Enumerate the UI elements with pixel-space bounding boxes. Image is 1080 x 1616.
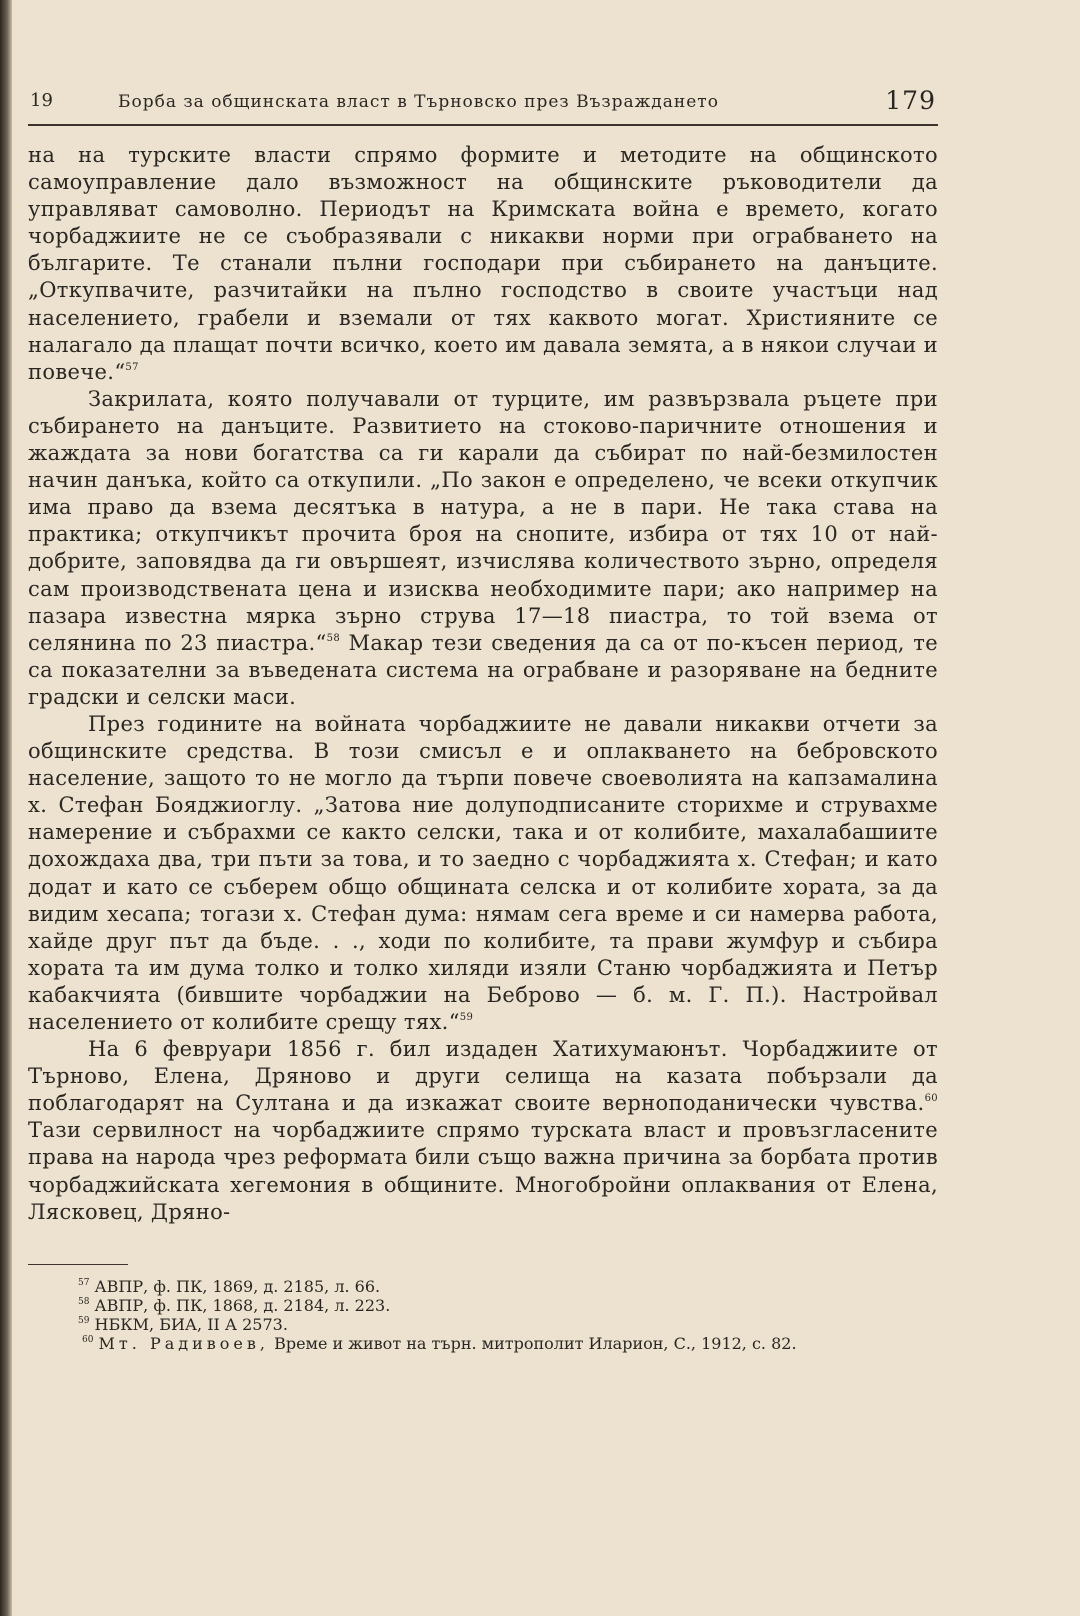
footnote-60: [28, 1334, 938, 1353]
book-page: [28, 80, 938, 1353]
footnote-58: [28, 1296, 938, 1315]
paragraph-text: Закрилата, която получавали от турците, им развързвала ръцете при събирането на данъците. Развитието на стоково-паричните отношения и жаждата за нови богатства са ги карали да събират по най-безмилостен начин данъка, който са откупили. „По закон е определено, че всеки откупчик има право да взема десятъка в натура, а не в пари. Не така става на практика; откупчикът прочита броя на снопите, избира от тях 10 от най-добрите, заповядва да ги овършеят, изчислява количеството зърно, определя сам производствената цена и изисква необходимите пари; ако например на пазара известна мярка зърно струва 17—18 пиастра, то той взема от селянина по 23 пиастра.“: [28, 386, 938, 655]
paragraph-text: През годините на войната чорбаджиите не давали никакви отчети за общинските средства. В този смисъл е и оплакването на бебровското население, защото то не могло да търпи повече своеволията на капзамалина х. Стефан Бояджиоглу. „Затова ние долуподписаните сторихме и струвахме намерение и събрахми се както селски, така и от колибите, махалабашиите дохождаха два, три пъти за това, и то заедно с чорбаджията х. Стефан; и като додат и като се съберем общо общината селска и от колибите хората, за да видим хесапа; тогази х. Стефан дума: нямам сега време и си намерва работа, хайде друг път да бъде. . ., ходи по колибите, та прави жумфур и събира хората та им дума толко и толко хиляди изяли Станю чорбаджията и Петър кабакчията (бившите чорбаджии на Беброво — б. м. Г. П.). Настройвал населението от колибите срещу тях.“: [28, 711, 938, 1034]
paragraph-text: Макар тези сведения да са от по-късен период, те са показателни за въведената система на ограбване и разоряване на бедните градски и селски маси.: [28, 630, 938, 709]
footnote-ref-60[interactable]: 60: [924, 1093, 938, 1105]
footnote-ref-58[interactable]: 58: [326, 632, 341, 644]
paragraph-text: Тази сервилност на чорбаджиите спрямо турската власт и провъзгласените права на народа чрез реформата били също важна причина за борбата против чорбаджийската хегемония в общините. Многобройни оплаквания от Елена, Лясковец, Дряно-: [28, 1118, 938, 1224]
paragraph-1: [28, 142, 938, 386]
footnote-number: 57: [78, 1277, 90, 1288]
paragraph-3: [28, 711, 938, 1036]
paragraph-text: на на турските власти спрямо формите и методите на общинското самоуправление дало възможност на общинските ръководители да управляват самоволно. Периодът на Кримската война е времето, когато чорбаджиите не се съобразявали с никакви норми при ограбването на българите. Те станали пълни господари при събирането на данъците. „Откупвачите, разчитайки на пълно господство в своите участъци над населението, грабели и вземали от тях каквото могат. Християните се налагало да плащат почти всичко, което им давала земята, а в някои случаи и повече.“: [28, 143, 938, 384]
body-text: [28, 142, 938, 1226]
footnote-text: АВПР, ф. ПК, 1869, д. 2185, л. 66.: [94, 1276, 381, 1296]
footnote-text: НБКМ, БИА, II А 2573.: [94, 1314, 288, 1334]
footnote-text: Време и живот на търн. митрополит Иларион, С., 1912, с. 82.: [268, 1333, 797, 1353]
footnote-59: [28, 1315, 938, 1334]
footnote-number: 59: [78, 1315, 90, 1326]
paragraph-2: [28, 386, 938, 711]
footnote-57: [28, 1277, 938, 1296]
footnote-text: АВПР, ф. ПК, 1868, д. 2184, л. 223.: [94, 1295, 391, 1315]
footnote-author: Мт. Радивоев,: [98, 1333, 269, 1353]
paragraph-text: На 6 февруари 1856 г. бил издаден Хатихумаюнът. Чорбаджиите от Търново, Елена, Дряново и други селища на казата побързали да поблагодарят на Султана и да изкажат своите верноподанически чувства.: [28, 1037, 938, 1116]
footnote-number: 60: [82, 1334, 94, 1345]
footnote-divider: [28, 1264, 128, 1265]
chapter-number: 19: [30, 90, 53, 111]
footnote-ref-59[interactable]: 59: [459, 1012, 474, 1023]
footnote-ref-57[interactable]: 57: [125, 361, 139, 373]
book-spine: [0, 0, 12, 1616]
running-title: Борба за общинската власт в Търновско през Възраждането: [118, 92, 719, 112]
paragraph-4: [28, 1036, 938, 1226]
page-number: 179: [885, 86, 936, 115]
footnotes: [28, 1277, 938, 1353]
footnote-number: 58: [78, 1296, 90, 1307]
running-header: [28, 80, 938, 126]
